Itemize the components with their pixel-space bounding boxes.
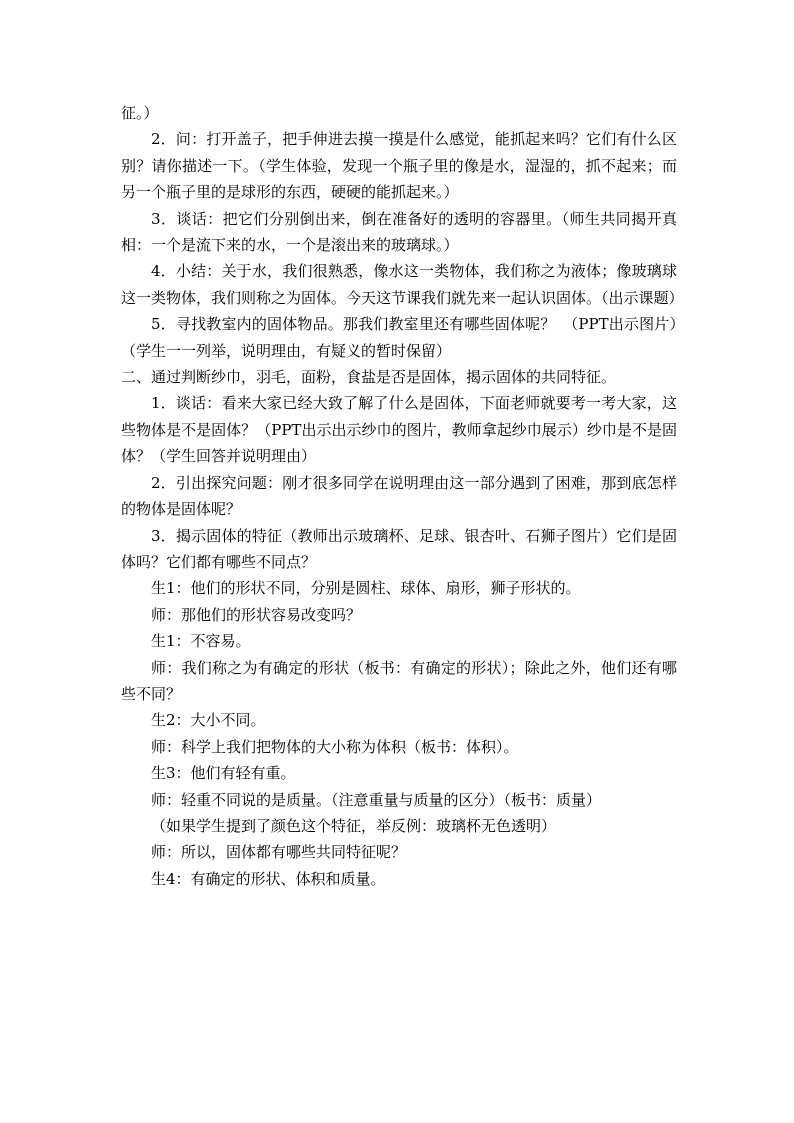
dialogue-line: 师：科学上我们把物体的大小称为体积（板书：体积）。	[151, 737, 519, 756]
paragraph-5: 5．寻找教室内的固体物品。那我们教室里还有哪些固体呢？ （PPT出示图片）（学生一一列举，说明理由，有疑义的暂时保留）	[121, 315, 677, 360]
paragraph-9: 3．揭示固体的特征（教师出示玻璃杯、足球、银杏叶、石狮子图片）它们是固体吗？它们都有哪些不同点？	[121, 526, 677, 571]
dialogue-line: 生4：有确定的形状、体积和质量。	[151, 869, 386, 888]
teaching-note: （如果学生提到了颜色这个特征，举反例：玻璃杯无色透明）	[151, 816, 557, 835]
section-heading-2: 二、通过判断纱巾，羽毛，面粉，食盐是否是固体，揭示固体的共同特征。	[121, 368, 617, 387]
paragraph-1: 征。）	[121, 104, 159, 122]
dialogue-line: 生1：不容易。	[151, 632, 251, 651]
dialogue-line: 师：我们称之为有确定的形状（板书：有确定的形状）；除此之外，他们还有哪些不同？	[121, 658, 677, 703]
dialogue-line: 师：那他们的形状容易改变吗？	[151, 605, 362, 624]
dialogue-line: 生2：大小不同。	[151, 711, 266, 730]
paragraph-4: 4．小结：关于水，我们很熟悉，像水这一类物体，我们称之为液体；像玻璃球这一类物体，我们则称之为固体。今天这节课我们就先来一起认识固体。（出示课题）	[121, 262, 684, 307]
dialogue-line: 生1：他们的形状不同，分别是圆柱、球体、扇形，狮子形状的。	[151, 579, 581, 598]
dialogue-line: 师：所以，固体都有哪些共同特征呢？	[151, 843, 407, 862]
dialogue-line: 生3：他们有轻有重。	[151, 764, 296, 783]
paragraph-8: 2．引出探究问题：刚才很多同学在说明理由这一部分遇到了困难，那到底怎样的物体是固体呢？	[121, 473, 677, 519]
dialogue-line: 师：轻重不同说的是质量。（注意重量与质量的区分）（板书：质量）	[151, 790, 602, 809]
paragraph-3: 3．谈话：把它们分别倒出来，倒在准备好的透明的容器里。（师生共同揭开真相：一个是流下来的水，一个是滚出来的玻璃球。）	[121, 209, 677, 255]
paragraph-2: 2．问：打开盖子，把手伸进去摸一摸是什么感觉，能抓起来吗？它们有什么区别？请你描述一下。（学生体验，发现一个瓶子里的像是水，湿湿的，抓不起来；而另一个瓶子里的是球形的东西，硬硬的能抓起来。）	[121, 130, 677, 202]
document-body	[121, 100, 684, 892]
paragraph-7: 1．谈话：看来大家已经大致了解了什么是固体，下面老师就要考一考大家，这些物体是不是固体？（PPT出示出示纱巾的图片，教师拿起纱巾展示）纱巾是不是固体？（学生回答并说明理由）	[121, 394, 677, 466]
